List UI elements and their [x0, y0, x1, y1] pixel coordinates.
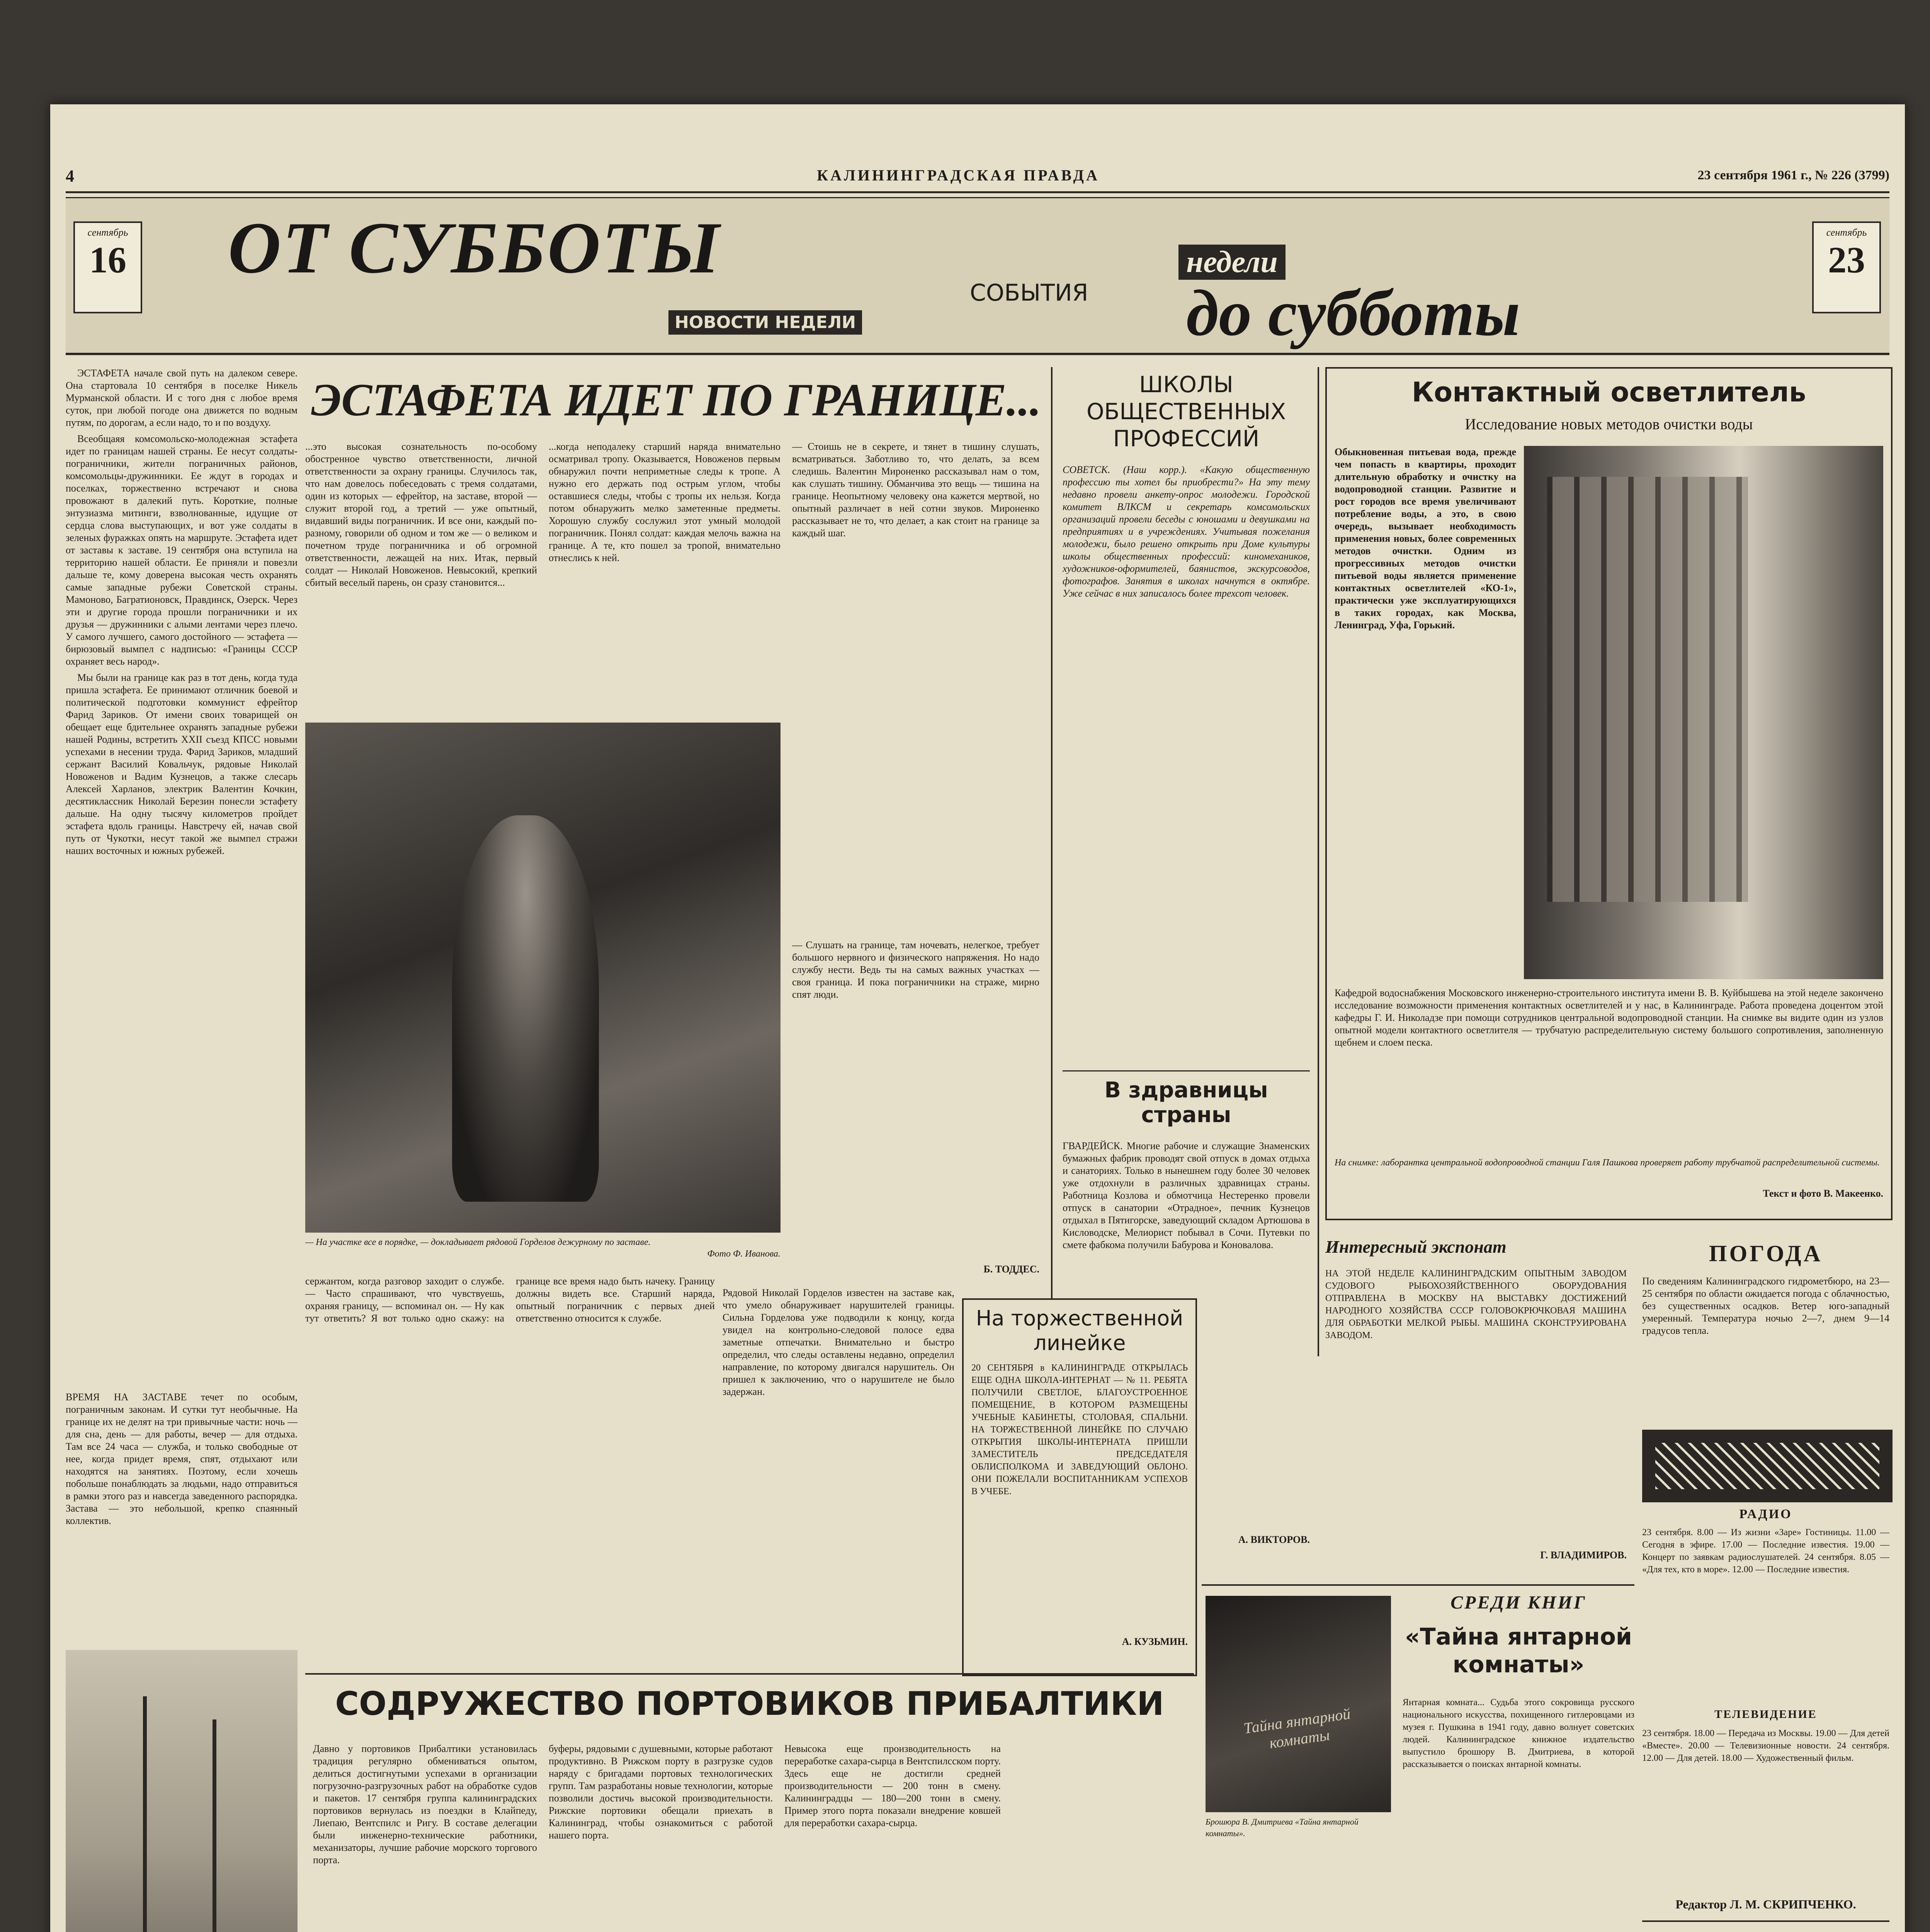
- vertical-rule-2: [1318, 367, 1319, 1356]
- ship-mast-2: [213, 1719, 216, 1932]
- exhibit-title: Интересный экспонат: [1325, 1237, 1507, 1257]
- estafeta-cont-col-a: — Стоишь не в секрете, и тянет в тишину слушать, всматриваться. Заботливо то, что делать, за всем следишь. Валентин Мироненко рассказывал нам о том, как слушать тишину. Обманчива это вещь — тишина на границе. Неопытному человеку она кажется мертвой, но опытный различает в ней сотни звуков. Мироненко рассказывает не то, что делает, а как стоит на границе за каждый шаг.: [792, 441, 1039, 539]
- masthead-right-title: до субботы: [1186, 277, 1520, 349]
- lineika-box: [962, 1298, 1197, 1676]
- estafeta-col3: ...это высокая сознательность по-особому обостренное чувство ответственности, личной ответственности за охрану границы. Случилось так, что нам довелось побеседовать с тремя солдатами, один из которых — ефрейтор, на заставе, второй — служит второй год, а третий — уже опытный, видавший виды пограничник. И все они, каждый по-разному, говорили об одном и том же — о великом и почетном труде пограничника и об огромной ответственности, лежащей на них. Итак, первый солдат — Николай Новоженов. Невысокий, крепкий сбитый веселый парень, он сразу становится...: [305, 441, 537, 588]
- lamp-title: Контактный осветлитель: [1411, 376, 1806, 408]
- port-headline: СОДРУЖЕСТВО ПОРТОВИКОВ ПРИБАЛТИКИ: [335, 1685, 1164, 1723]
- lamp-box: [1325, 367, 1893, 1220]
- radio-banner: [1642, 1430, 1893, 1502]
- calendar-right-month: сентябрь: [1826, 227, 1867, 238]
- estafeta-signature: Б. ТОДДЕС.: [983, 1264, 1039, 1275]
- radio-title: РАДИО: [1739, 1507, 1792, 1521]
- book-cover-text: Тайна янтарной комнаты: [1242, 1705, 1352, 1752]
- books-rule-top: [1202, 1584, 1634, 1586]
- books-body: Янтарная комната... Судьба этого сокровища русского национального искусства, похищенного гитлеровцами из музея г. Пушкина в 1941 году, давно волнует советских людей. Калининградское книжное издательство выпустило брошюру В. Дмитриева, в которой рассказывается о поисках янтарной комнаты.: [1403, 1697, 1634, 1769]
- photo-figure: [452, 815, 599, 1202]
- sanatorium-body: ГВАРДЕЙСК. Многие рабочие и служащие Знаменских бумажных фабрик проводят свой отпуск в домах отдыха и санаториях. Только в нынешнем году более 30 человек уже отдохнули в различных здравницах страны. Работница Козлова и обмотчица Нестеренко провели отпуск в санатории «Отрадное», печник Кузнецов отдыхал в Пятигорске, заведующий складом Артюшова в Кисловодске, Мелиорист побывал в Сочи. Путевки по смете фабкома получили Бабурова и Коновалова.: [1063, 1140, 1310, 1250]
- newspaper-name: КАЛИНИНГРАДСКАЯ ПРАВДА: [817, 167, 1100, 184]
- exhibit-body: НА ЭТОЙ НЕДЕЛЕ КАЛИНИНГРАДСКИМ ОПЫТНЫМ ЗАВОДОМ СУДОВОГО РЫБОХОЗЯЙСТВЕННОГО ОБОРУДОВАНИЯ ОТПРАВЛЕНА В МОСКВУ НА ВЫСТАВКУ ДОСТИЖЕНИЙ НАРОДНОГО ХОЗЯЙСТВА СССР ГОЛОВОКРЮЧКОВАЯ МАШИНА ДЛЯ ОБРАБОТКИ МЕЛКОЙ РЫБЫ. МАШИНА СКОНСТРУИРОВАНА ЗАВОДОМ.: [1325, 1269, 1627, 1340]
- estafeta-col2-text: Мы были на границе как раз в тот день, когда туда пришла эстафета. Ее принимают отличник боевой и политической подготовки коммунист ефрейтор Фарид Зариков. От имени своих товарищей он обещает еще бдительнее охранять западные рубежи нашей Родины, встретить XXII съезд КПСС новыми успехами в несении труда. Фарид Зариков, младший сержант Василий Ковальчук, рядовые Николай Новоженов и Вадим Кузнецов, а также слесарь Алексей Харланов, электрик Валентин Кочкин, десятиклассник Николай Березин понесли эстафету дальше. На одну тысячу километров пройдет эстафета вдоль границы. Навстречу ей, начав свой путь от Чукотки, несут такой же вымпел стражи наших восточных и южных рубежей.: [66, 672, 298, 856]
- newspaper-page: [50, 104, 1905, 1932]
- masthead-sub-mid: СОБЫТИЯ: [970, 279, 1088, 306]
- sanatorium-signature: А. ВИКТОРОВ.: [1238, 1534, 1310, 1545]
- lamp-photo: [1524, 446, 1883, 979]
- masthead-sub-left: НОВОСТИ НЕДЕЛИ: [668, 310, 862, 335]
- weather-title: ПОГОДА: [1709, 1241, 1823, 1266]
- lamp-photo-pipes: [1547, 477, 1748, 902]
- port-rule-top: [305, 1673, 1194, 1675]
- estafeta-cont-col-b: — Слушать на границе, там ночевать, нелегкое, требует большого нервного и физического напряжения. Но надо службу нести. Ведь ты на самых важных участках — своя граница. И пока пограничники на страже, мирно спят люди.: [792, 939, 1039, 1000]
- exhibit-signature: Г. ВЛАДИМИРОВ.: [1540, 1549, 1627, 1561]
- tv-body: 23 сентября. 18.00 — Передача из Москвы. 19.00 — Для детей «Вместе». 20.00 — Телевизионные новости. 24 сентября. 12.00 — Для детей. 18.00 — Художественный фильм.: [1642, 1728, 1889, 1763]
- editor-rule: [1642, 1920, 1889, 1922]
- radio-banner-art: [1655, 1443, 1879, 1489]
- book-cover-caption: Брошюра В. Дмитриева «Тайна янтарной комнаты».: [1206, 1817, 1359, 1838]
- port-col1: Давно у портовиков Прибалтики установилась традиция регулярно обмениваться опытом, делиться достигнутыми успехами в организации погрузочно-разгрузочных работ на обработке судов и пакетов. 17 сентября группа калининградских портовиков вернулась из поездки в Клайпеду, Лиепаю, Вентспилс и Ригу. В составе делегации были инженерно-технические работники, механизаторы, лучшие рабочие морского торгового порта.: [313, 1743, 537, 1866]
- calendar-right-day: 23: [1828, 239, 1865, 281]
- calendar-right: [1812, 221, 1881, 313]
- weather-body: По сведениям Калининградского гидрометбюро, на 23—25 сентября по области ожидается погода с облачностью, без существенных осадков. Ветер юго-западный умеренный. Температура ночью 2—7, днем 9—14 градусов тепла.: [1642, 1276, 1889, 1336]
- lamp-subtitle: Исследование новых методов очистки воды: [1465, 415, 1753, 433]
- schools-body: СОВЕТСК. (Наш корр.). «Какую общественную профессию ты хотел бы приобрести?» На эту тему недавно провели анкету-опрос молодежи. Городской комитет ВЛКСМ и секретарь комсомольских организаций провели беседы с юношами и девушками на предприятиях и в учреждениях. Учитывая пожелания молодежи, было решено открыть при Доме культуры школы общественных профессий: киномехаников, художников-оформителей, баянистов, экскурсоводов, фотографов. Занятия в школах начнутся в октябре. Уже сейчас в них записалось более трехсот человек.: [1063, 464, 1310, 599]
- port-col2: буферы, рядовыми с душевными, которые работают продуктивно. В Рижском порту в разгрузке судов наряду с бригадами портовых технологических групп. Там разработаны новые технологии, которые позволили достичь высокой производительности. Рижские портовики обещали приехать в Калининград, чтобы ознакомиться с работой нашего порта.: [549, 1743, 773, 1841]
- books-heading: СРЕДИ КНИГ: [1450, 1592, 1587, 1613]
- masthead-left-title: ОТ СУББОТЫ: [228, 207, 721, 289]
- estafeta-bottom-col3: Рядовой Николай Горделов известен на заставе как, что умело обнаруживает нарушителей границы. Сильна Горделова уже подводили к концу, когда увидел на контрольно-следовой полосе едва заметные отпечатки. Внимательно и быстро определил, что следы оставлены недавно, определил направление, по которому двигался нарушитель. Он пришел к заключению, что о нарушителе не было задержан.: [723, 1287, 954, 1397]
- schools-title: ШКОЛЫ ОБЩЕСТВЕННЫХ ПРОФЕССИЙ: [1086, 371, 1286, 452]
- ship-mast-1: [143, 1696, 147, 1932]
- page-number: 4: [66, 167, 77, 185]
- lamp-credit: Текст и фото В. Макеенко.: [1763, 1188, 1883, 1199]
- estafeta-col4: ...когда неподалеку старший наряда внимательно осматривал тропу. Оказывается, Новоженов первым обнаружил почти неприметные следы к тропе. А нужно его держать под острым углом, чтобы оставшиеся следы, чтобы с тропы их нельзя. Когда потом обнаружить мелко заметенные предметы. Хорошую службу сослужил этот умный молодой пограничник. Понял солдат: каждая мелочь важна на границе. А те, кто пошел за тропой, внимательно отнеслись к ней.: [549, 441, 781, 563]
- tv-title: ТЕЛЕВИДЕНИЕ: [1714, 1708, 1817, 1721]
- radio-body: 23 сентября. 8.00 — Из жизни «Заре» Гостиницы. 11.00 — Сегодня в эфире. 17.00 — Последние известия. 19.00 — Концерт по заявкам радиослушателей. 24 сентября. 8.05 — «Для тех, кто в море». 12.00 — Последние известия.: [1642, 1527, 1889, 1575]
- estafeta-bottom-col1: ВРЕМЯ НА ЗАСТАВЕ течет по особым, пограничным законам. И сутки тут необычные. На границе их не делят на три привычные части: ночь — для сна, день — для работы, вечер — для отдыха. Там все 24 часа — служба, и только свободные от нее, когда придет время, спят, отдыхают или находятся на занятиях. Поэтому, если хочешь побольше понаблюдать за людьми, надо отправиться в рамки этого раз и навсегда заведенного распорядка. Застава — это небольшой, крепко спаянный коллектив.: [66, 1391, 298, 1526]
- lineika-body: 20 СЕНТЯБРЯ в КАЛИНИНГРАДЕ ОТКРЫЛАСЬ ЕЩЕ ОДНА ШКОЛА-ИНТЕРНАТ — № 11. РЕБЯТА ПОЛУЧИЛИ СВЕТЛОЕ, БЛАГОУСТРОЕННОЕ ПОМЕЩЕНИЕ, В КОТОРОМ РАЗМЕЩЕНЫ УЧЕБНЫЕ КАБИНЕТЫ, СТОЛОВАЯ, СПАЛЬНИ. НА ТОРЖЕСТВЕННОЙ ЛИНЕЙКЕ ПО СЛУЧАЮ ОТКРЫТИЯ ШКОЛЫ-ИНТЕРНАТА ПРИШЛИ ЗАМЕСТИТЕЛЬ ПРЕДСЕДАТЕЛЯ ОБЛИСПОЛКОМА И ЗАВЕДУЮЩИЙ ОБЛОНО. ОНИ ПОЖЕЛАЛИ ВОСПИТАННИКАМ УСПЕХОВ В УЧЕБЕ.: [971, 1363, 1188, 1497]
- sanatorium-title: В здравницы страны: [1104, 1078, 1268, 1128]
- port-col3: Невысока еще производительность на переработке сахара-сырца в Вентспилсском порту. Здесь еще не достигли средней производительности — 200 тонн в смену. Калининградцы — 180—200 тонн в смену. Пример этого порта показали внедрение ковшей для переработки сахара-сырца.: [784, 1743, 1001, 1828]
- calendar-left-month: сентябрь: [87, 227, 128, 238]
- book-cover: [1206, 1596, 1391, 1812]
- header-rule: [66, 191, 1889, 193]
- schools-rule: [1063, 1070, 1310, 1071]
- books-title: «Тайна янтарной комнаты»: [1405, 1623, 1632, 1678]
- estafeta-bottom-col2: сержантом, когда разговор заходит о службе. — Часто спрашивают, что чувствуешь, охраняя границу, — вспоминал он. — Ну как тут ответить? Я вот только одно скажу: на границе все время надо быть начеку. Границу должны видеть все. Старший наряда, опытный пограничник с первых дней ответственно относится к службе.: [305, 1276, 715, 1324]
- estafeta-lead: [66, 367, 298, 1379]
- masthead-sub-right: недели: [1178, 245, 1286, 280]
- estafeta-headline: ЭСТАФЕТА ИДЕТ ПО ГРАНИЦЕ...: [311, 374, 1041, 425]
- lamp-body: Кафедрой водоснабжения Московского инженерно-строительного института имени В. В. Куйбышева на этой неделе закончено исследование возможности применения контактных осветлителей и у нас, в Калининграде. Работа проведена доцентом этой кафедры Г. И. Николадзе при помощи сотрудников центральной водопроводной станции. На снимке вы видите один из узлов опытной модели контактного осветлителя — трубчатую распределительную систему большого сопротивления, заполненную щебнем и слоем песка.: [1335, 987, 1883, 1048]
- border-guard-photo: [305, 723, 781, 1233]
- estafeta-lead-text: ЭСТАФЕТА начале свой путь на далеком севере. Она стартовала 10 сентября в поселке Никель Мурманской области. И с того дня с любое время суток, при любой погоде она движется по водным путям, по дорогам, а если надо, то и по воздуху.: [66, 367, 298, 428]
- lamp-caption: На снимке: лаборантка центральной водопроводной станции Галя Пашкова проверяет работу трубчатой распределительной системы.: [1335, 1158, 1880, 1168]
- masthead-banner: [66, 197, 1889, 355]
- issue-date: 23 сентября 1961 г., № 226 (3799): [1697, 168, 1889, 182]
- editor-line: Редактор Л. М. СКРИПЧЕНКО.: [1675, 1897, 1856, 1911]
- main-photo-caption: — На участке все в порядке, — докладывает рядовой Горделов дежурному по заставе.: [305, 1237, 651, 1247]
- calendar-left: [73, 221, 142, 313]
- lamp-col1: Обыкновенная питьевая вода, прежде чем попасть в квартиры, проходит длительную обработку и очистку на водопроводной станции. Развитие и рост городов все время увеличивают потребление воды, а это, в свою очередь, вызывает необходимость применения новых, более современных методов очистки. Одним из прогрессивных методов очистки питьевой воды является применение контактных осветлителей «КО-1», практически уже эксплуатирующихся в таких городах, как Москва, Ленинград, Уфа, Горький.: [1335, 446, 1516, 631]
- main-photo-credit: Фото Ф. Иванова.: [707, 1249, 781, 1259]
- estafeta-col1-text: Всеобщаяя комсомольско-молодежная эстафета идет по границам нашей страны. Ее несут солдаты-пограничники, жители пограничных районов, комсомольцы-дружинники. Ее ждут в городах и поселках, торжественно встречают и снова провожают в далекий путь. Короткие, полные энтузиазма митинги, взволнованные, идущие от сердца слова выступающих, и вот уже солдаты в зеленых фуражках опять на маршруте. Эстафета идет от заставы к заставе. 19 сентября она вступила на территорию нашей области. Ее приняли и повезли дальше те, кому доверена высокая честь охранять самые западные рубежи Советской страны. Мамоново, Багратионовск, Правдинск, Озерск. Через эти и другие города прошли пограничники и их друзья — дружинники с алыми лентами через плечо. У самого лучшего, самого достойного — эстафета — бирюзовый вымпел с надписью: «Границы СССР охраняет весь народ».: [66, 433, 298, 667]
- lineika-signature: А. КУЗЬМИН.: [1122, 1636, 1188, 1647]
- sailing-ship-photo: [66, 1650, 298, 1932]
- lineika-title: На торжественной линейке: [976, 1306, 1184, 1355]
- calendar-left-day: 16: [89, 239, 126, 281]
